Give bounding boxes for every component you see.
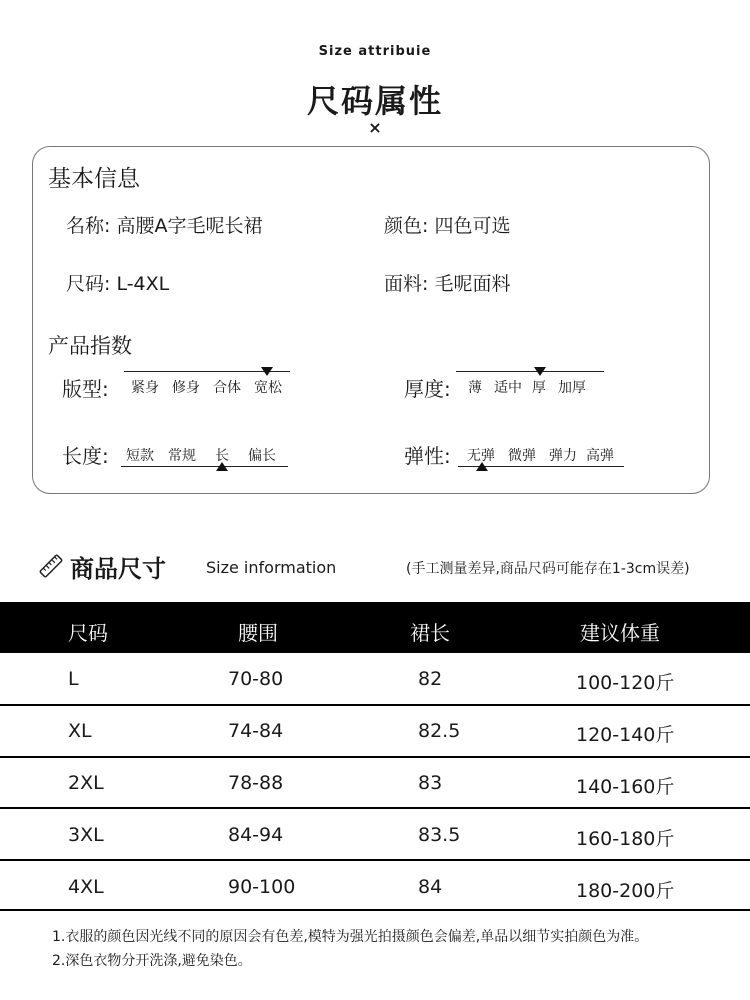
thickness-option: 适中: [494, 380, 522, 396]
length-option: 短款: [126, 448, 154, 464]
size-label: 尺码:: [66, 273, 111, 295]
table-cell: 70-80: [228, 668, 284, 690]
fabric-value: 毛呢面料: [434, 273, 511, 295]
name-label: 名称:: [66, 215, 111, 237]
length-indicator-icon: [216, 462, 228, 471]
table-cell: 4XL: [68, 876, 104, 898]
table-cell: 83: [418, 772, 443, 794]
fit-option: 宽松: [254, 380, 282, 396]
footnote: 1.衣服的颜色因光线不同的原因会有色差,模特为强光拍摄颜色会偏差,单品以细节实拍颜色为准。: [52, 929, 649, 945]
table-cell: L: [68, 668, 79, 690]
color-label: 颜色:: [384, 215, 429, 237]
elasticity-option: 微弹: [508, 448, 536, 464]
fit-option: 紧身: [131, 380, 159, 396]
info-card: [32, 146, 710, 494]
elasticity-label: 弹性:: [404, 444, 451, 468]
fabric-label: 面料:: [384, 273, 429, 295]
elasticity-option: 无弹: [467, 448, 495, 464]
thickness-gauge-line: [456, 371, 604, 372]
elasticity-option: 高弹: [586, 448, 614, 464]
table-cell: 84-94: [228, 824, 284, 846]
table-cell: 82.5: [418, 720, 461, 742]
table-cell: 180-200斤: [576, 880, 675, 902]
name-value: 高腰A字毛呢长裙: [116, 215, 263, 237]
color-field: [384, 211, 510, 238]
thickness-option: 加厚: [558, 380, 586, 396]
page-title: 尺码属性: [306, 82, 443, 120]
column-header-waist: 腰围: [238, 621, 278, 645]
length-option: 偏长: [248, 448, 276, 464]
size-section-title: 商品尺寸: [70, 554, 166, 583]
table-cell: 90-100: [228, 876, 296, 898]
size-value: L-4XL: [116, 273, 170, 295]
size-section-title-en: Size information: [206, 558, 337, 577]
table-cell: 140-160斤: [576, 776, 675, 798]
table-cell: 160-180斤: [576, 828, 675, 850]
fit-option: 合体: [213, 380, 241, 396]
size-section-header: [38, 548, 166, 584]
color-value: 四色可选: [434, 215, 511, 237]
table-cell: 74-84: [228, 720, 284, 742]
elasticity-indicator-icon: [476, 462, 488, 471]
length-option: 长: [215, 448, 229, 464]
table-cell: 78-88: [228, 772, 284, 794]
table-cell: 2XL: [68, 772, 104, 794]
size-measurement-note: (手工测量差异,商品尺码可能存在1-3cm误差): [406, 561, 690, 577]
table-cell: 83.5: [418, 824, 461, 846]
thickness-label: 厚度:: [404, 377, 451, 401]
table-cell: 82: [418, 668, 443, 690]
table-row-divider: [0, 807, 750, 809]
fit-option: 修身: [172, 380, 200, 396]
table-cell: XL: [68, 720, 92, 742]
column-header-skirt-length: 裙长: [410, 621, 450, 645]
product-index-heading: 产品指数: [48, 334, 132, 358]
subtitle-en: Size attribuie: [318, 44, 432, 59]
footnote: 2.深色衣物分开洗涤,避免染色。: [52, 953, 252, 969]
table-row-divider: [0, 756, 750, 758]
length-option: 常规: [168, 448, 196, 464]
name-field: [66, 211, 262, 238]
size-field: [66, 269, 169, 296]
table-row-divider: [0, 909, 750, 911]
table-cell: 100-120斤: [576, 672, 675, 694]
fit-label: 版型:: [62, 377, 109, 401]
thickness-indicator-icon: [534, 367, 546, 376]
basic-info-heading: 基本信息: [48, 166, 140, 192]
length-label: 长度:: [62, 444, 109, 468]
table-cell: 3XL: [68, 824, 104, 846]
thickness-option: 厚: [532, 380, 546, 396]
column-header-size: 尺码: [68, 621, 108, 645]
column-header-recommended-weight: 建议体重: [580, 621, 660, 645]
table-row-divider: [0, 859, 750, 861]
thickness-option: 薄: [468, 380, 482, 396]
fabric-field: [384, 269, 510, 296]
table-row-divider: [0, 704, 750, 706]
elasticity-option: 弹力: [549, 448, 577, 464]
ruler-icon: [38, 553, 64, 579]
cross-icon: ×: [368, 118, 382, 137]
table-cell: 120-140斤: [576, 724, 675, 746]
table-cell: 84: [418, 876, 443, 898]
length-gauge-line: [121, 466, 288, 467]
size-table-header: [0, 602, 750, 653]
fit-indicator-icon: [261, 367, 273, 376]
